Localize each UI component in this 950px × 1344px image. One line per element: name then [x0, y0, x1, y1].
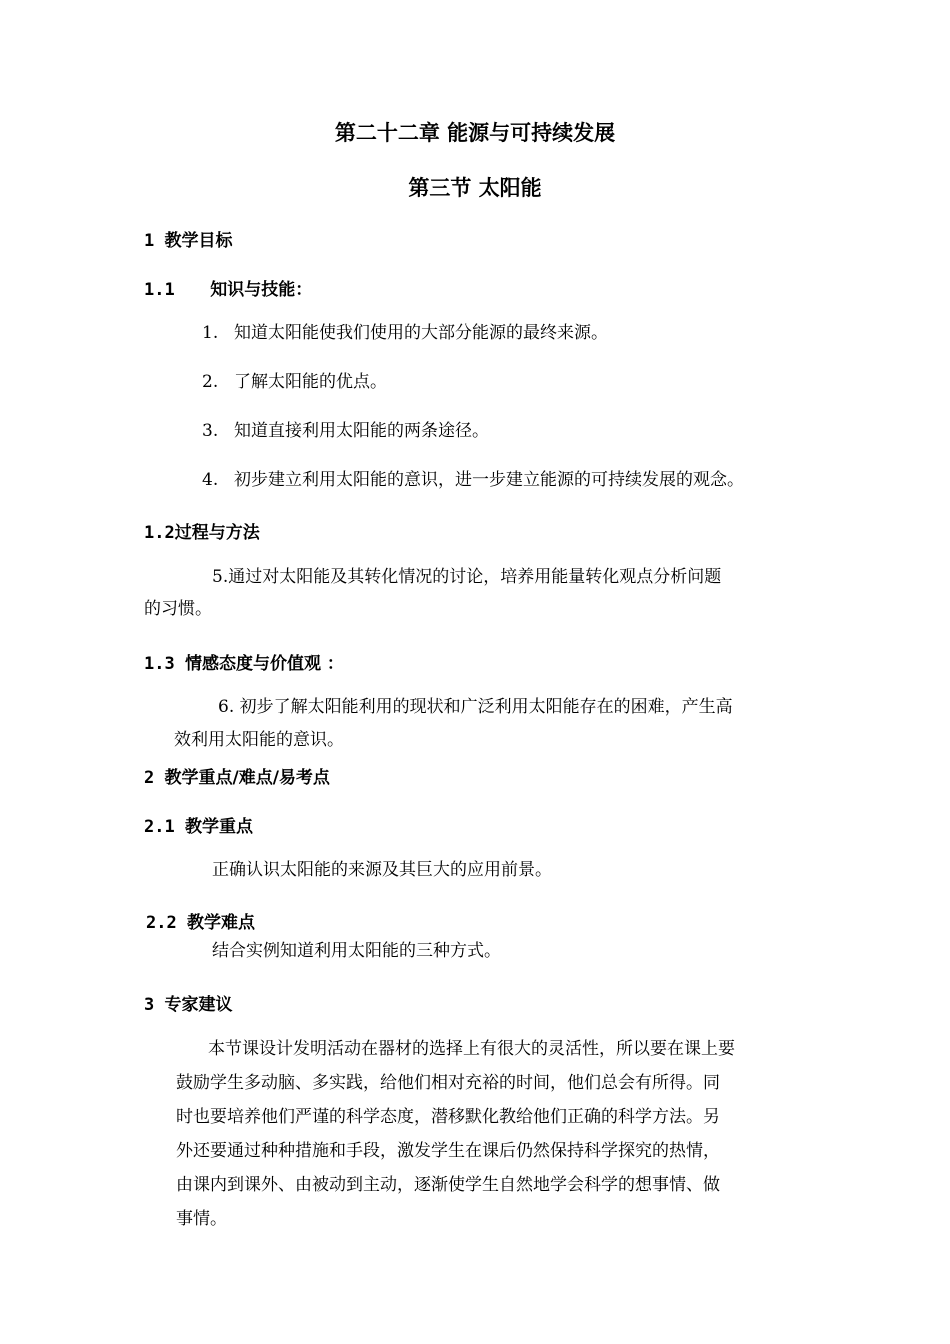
list-item-number: 4.	[202, 470, 219, 490]
list-item-text: 知道直接利用太阳能的两条途径。	[234, 421, 489, 441]
list-item	[202, 316, 608, 350]
list-item	[202, 414, 489, 448]
heading-text: 过程与方法	[174, 523, 260, 543]
heading-2-2	[146, 908, 255, 933]
heading-number: 1.2	[144, 523, 175, 543]
paragraph-line: 本节课设计发明活动在器材的选择上有很大的灵活性，所以要在课上要	[208, 1039, 735, 1059]
chapter-title: 第二十二章 能源与可持续发展	[334, 121, 616, 145]
heading-1-2	[144, 518, 260, 543]
list-item	[202, 365, 387, 399]
heading-text: 教学难点	[186, 913, 255, 933]
list-item-text: 知道太阳能使我们使用的大部分能源的最终来源。	[234, 323, 608, 343]
list-item-number: 1.	[202, 323, 219, 343]
heading-1-1	[144, 275, 312, 300]
section-title: 第三节 太阳能	[408, 176, 542, 200]
heading-text: 知识与技能：	[210, 280, 313, 300]
paragraph-line: 的习惯。	[144, 599, 212, 619]
heading-text: 教学目标	[164, 231, 233, 251]
heading-number: 1.1	[144, 280, 175, 300]
heading-number: 2	[144, 768, 155, 788]
heading-text: 专家建议	[164, 995, 233, 1015]
paragraph-line: 正确认识太阳能的来源及其巨大的应用前景。	[212, 860, 552, 880]
paragraph-line: 5.通过对太阳能及其转化情况的讨论，培养用能量转化观点分析问题	[212, 567, 722, 587]
list-item-number: 3.	[202, 421, 219, 441]
paragraph-line: 事情。	[176, 1209, 227, 1229]
heading-1	[144, 226, 233, 251]
heading-2-1	[144, 812, 253, 837]
list-item	[202, 463, 744, 497]
paragraph-line: 外还要通过种种措施和手段，激发学生在课后仍然保持科学探究的热情，	[176, 1141, 720, 1161]
heading-3	[144, 990, 233, 1015]
heading-number: 2.1	[144, 817, 175, 837]
heading-1-3	[144, 649, 344, 674]
paragraph-line: 时也要培养他们严谨的科学态度，潜移默化教给他们正确的科学方法。另	[176, 1107, 720, 1127]
heading-number: 3	[144, 995, 155, 1015]
heading-text: 情感态度与价值观 ：	[184, 654, 344, 674]
paragraph-line: 结合实例知道利用太阳能的三种方式。	[212, 941, 501, 961]
paragraph-line: 由课内到课外、由被动到主动，逐渐使学生自然地学会科学的想事情、做	[176, 1175, 720, 1195]
paragraph-line: 6. 初步了解太阳能利用的现状和广泛利用太阳能存在的困难，产生高	[218, 697, 733, 717]
heading-2	[144, 763, 330, 788]
paragraph-line: 鼓励学生多动脑、多实践，给他们相对充裕的时间，他们总会有所得。同	[176, 1073, 720, 1093]
heading-text: 教学重点/难点/易考点	[164, 768, 330, 788]
heading-text: 教学重点	[184, 817, 253, 837]
heading-number: 1.3	[144, 654, 175, 674]
list-item-text: 了解太阳能的优点。	[234, 372, 387, 392]
list-item-text: 初步建立利用太阳能的意识，进一步建立能源的可持续发展的观念。	[234, 470, 744, 490]
paragraph-line: 效利用太阳能的意识。	[174, 730, 344, 750]
heading-number: 2.2	[146, 913, 177, 933]
list-item-number: 2.	[202, 372, 219, 392]
heading-number: 1	[144, 231, 155, 251]
